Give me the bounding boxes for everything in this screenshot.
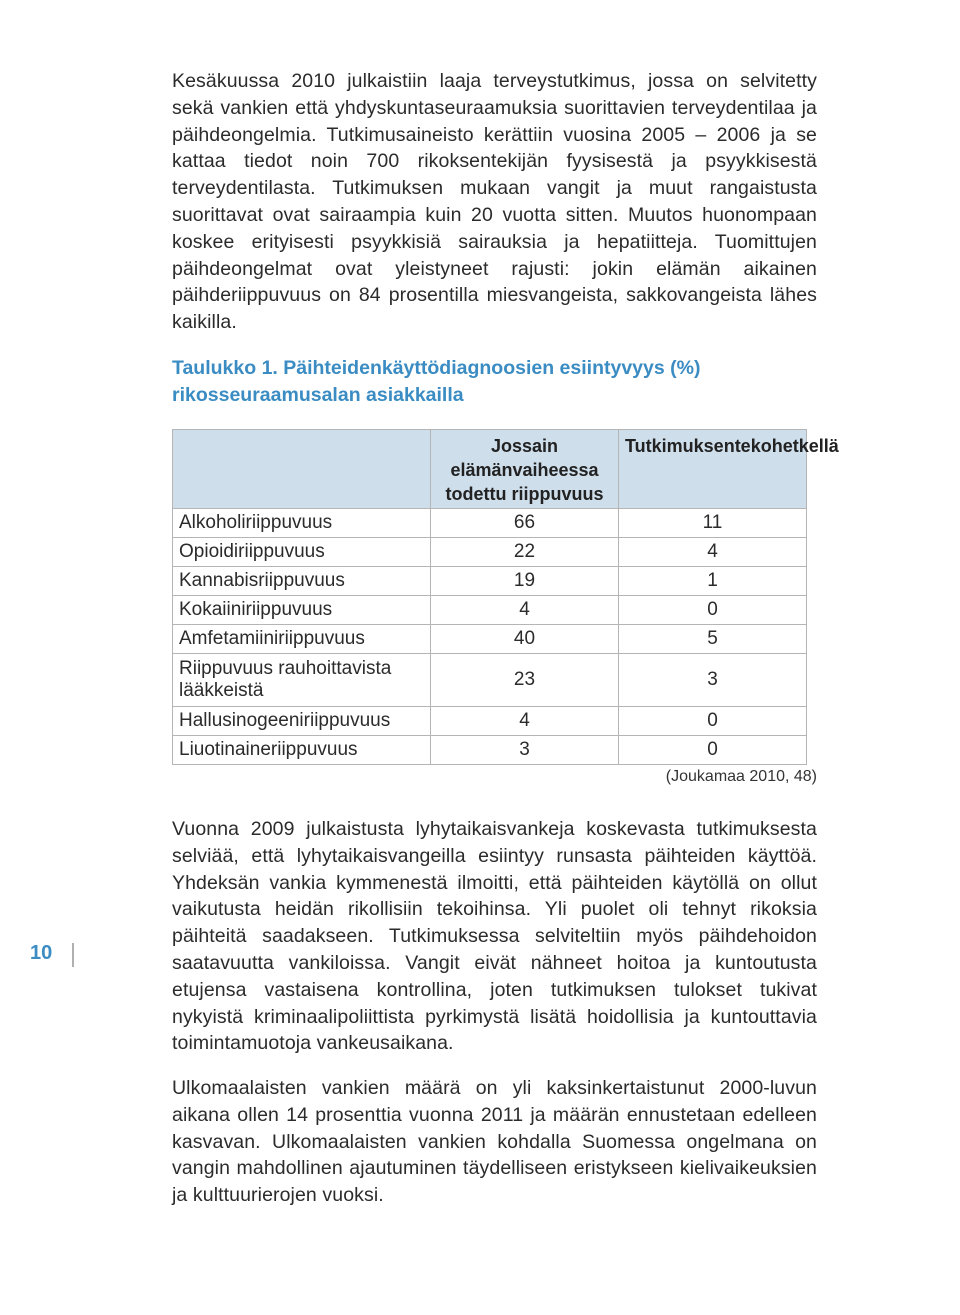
table-row [173, 707, 807, 736]
row-label: Hallusinogeeniriippuvuus [173, 707, 431, 736]
row-lifetime: 22 [431, 538, 619, 567]
table-row [173, 736, 807, 765]
diagnosis-table [172, 429, 839, 765]
table-source: (Joukamaa 2010, 48) [665, 768, 817, 785]
intro-paragraph: Kesäkuussa 2010 julkaistiin laaja terveystutkimus, jossa on selvitetty sekä vankien että yhdyskuntaseuraamuksia suorittavien terveydentilaa ja päihdeongelmia. Tutkimusaineisto kerättiin vuosina 2005 – 2006 ja se kattaa tiedot noin 700 rikoksentekijän fyysisestä ja psyykkisestä terveydentilasta. Tutkimuksen mukaan vangit ja muut rangaistusta suorittavat ovat sairaampia kuin 20 vuotta sitten. Muutos huonompaan koskee erityisesti psyykkisiä sairauksia ja hepatiitteja. Tuomittujen päihdeongelmat ovat yleistyneet rajusti: jokin elämän aikainen päihderiippuvuus on 84 prosentilla miesvangeista, sakkovangeista lähes kaikilla. [172, 70, 817, 334]
table-row [173, 509, 807, 538]
table-row [173, 567, 807, 596]
row-current: 3 [619, 654, 807, 707]
page-number-divider [72, 943, 74, 967]
row-current: 0 [619, 707, 807, 736]
row-label: Opioidiriippuvuus [173, 538, 431, 567]
row-label: Liuotinaineriippuvuus [173, 736, 431, 765]
row-label: Amfetamiiniriippuvuus [173, 625, 431, 654]
row-lifetime: 4 [431, 596, 619, 625]
row-label: Kannabisriippuvuus [173, 567, 431, 596]
table-row [173, 625, 807, 654]
row-label: Kokaiiniriippuvuus [173, 596, 431, 625]
foreign-prisoners-paragraph: Ulkomaalaisten vankien määrä on yli kaksinkertaistunut 2000-luvun aikana ollen 14 prosenttia vuonna 2011 ja määrän ennustetaan edelleen kasvavan. Ulkomaalaisten vankien kohdalla Suomessa ongelmana on vangin mahdollinen ajautuminen täydelliseen eristykseen kielivaikeuksien ja kulttuurierojen vuoksi. [172, 1077, 817, 1207]
page-number: 10 [30, 942, 53, 964]
row-lifetime: 66 [431, 509, 619, 538]
row-current: 11 [619, 509, 807, 538]
row-current: 0 [619, 596, 807, 625]
row-lifetime: 40 [431, 625, 619, 654]
row-lifetime: 4 [431, 707, 619, 736]
row-current: 0 [619, 736, 807, 765]
header-label [173, 430, 431, 509]
table-caption: Taulukko 1. Päihteidenkäyttödiagnoosien esiintyvyys (%) rikosseuraamusalan asiakkailla [172, 357, 701, 406]
header-lifetime: Jossain elämänvaiheessa todettu riippuvuus [431, 430, 619, 509]
row-lifetime: 3 [431, 736, 619, 765]
row-current: 5 [619, 625, 807, 654]
table-row [173, 596, 807, 625]
row-label: Riippuvuus rauhoittavista lääkkeistä [173, 654, 431, 707]
row-lifetime: 23 [431, 654, 619, 707]
header-current: Tutkimuksentekohetkellä [619, 430, 807, 509]
row-current: 1 [619, 567, 807, 596]
table-row [173, 538, 807, 567]
table-header-row [173, 430, 807, 509]
row-current: 4 [619, 538, 807, 567]
short-term-prisoners-paragraph: Vuonna 2009 julkaistusta lyhytaikaisvankeja koskevasta tutkimuksesta selviää, että lyhytaikaisvangeilla esiintyy runsasta päihteiden käyttöä. Yhdeksän vankia kymmenestä ilmoitti, että päihteiden käytöllä on ollut vaikutusta heidän rikollisiin tekoihinsa. Yli puolet oli tehnyt rikoksia päihteitä saadakseen. Tutkimuksessa selviteltiin myös päihdehoidon saatavuutta vankiloissa. Vangit eivät nähneet hoitoa ja kuntoutusta etujensa vastaisena kontrollina, joten tutkimuksen tulokset tukivat nykyistä kriminaalipoliittista pyrkimystä lisätä hoidollisia ja kuntouttavia toimintamuotoja vankeusaikana. [172, 818, 817, 1055]
row-lifetime: 19 [431, 567, 619, 596]
row-label: Alkoholiriippuvuus [173, 509, 431, 538]
table-row [173, 654, 807, 707]
